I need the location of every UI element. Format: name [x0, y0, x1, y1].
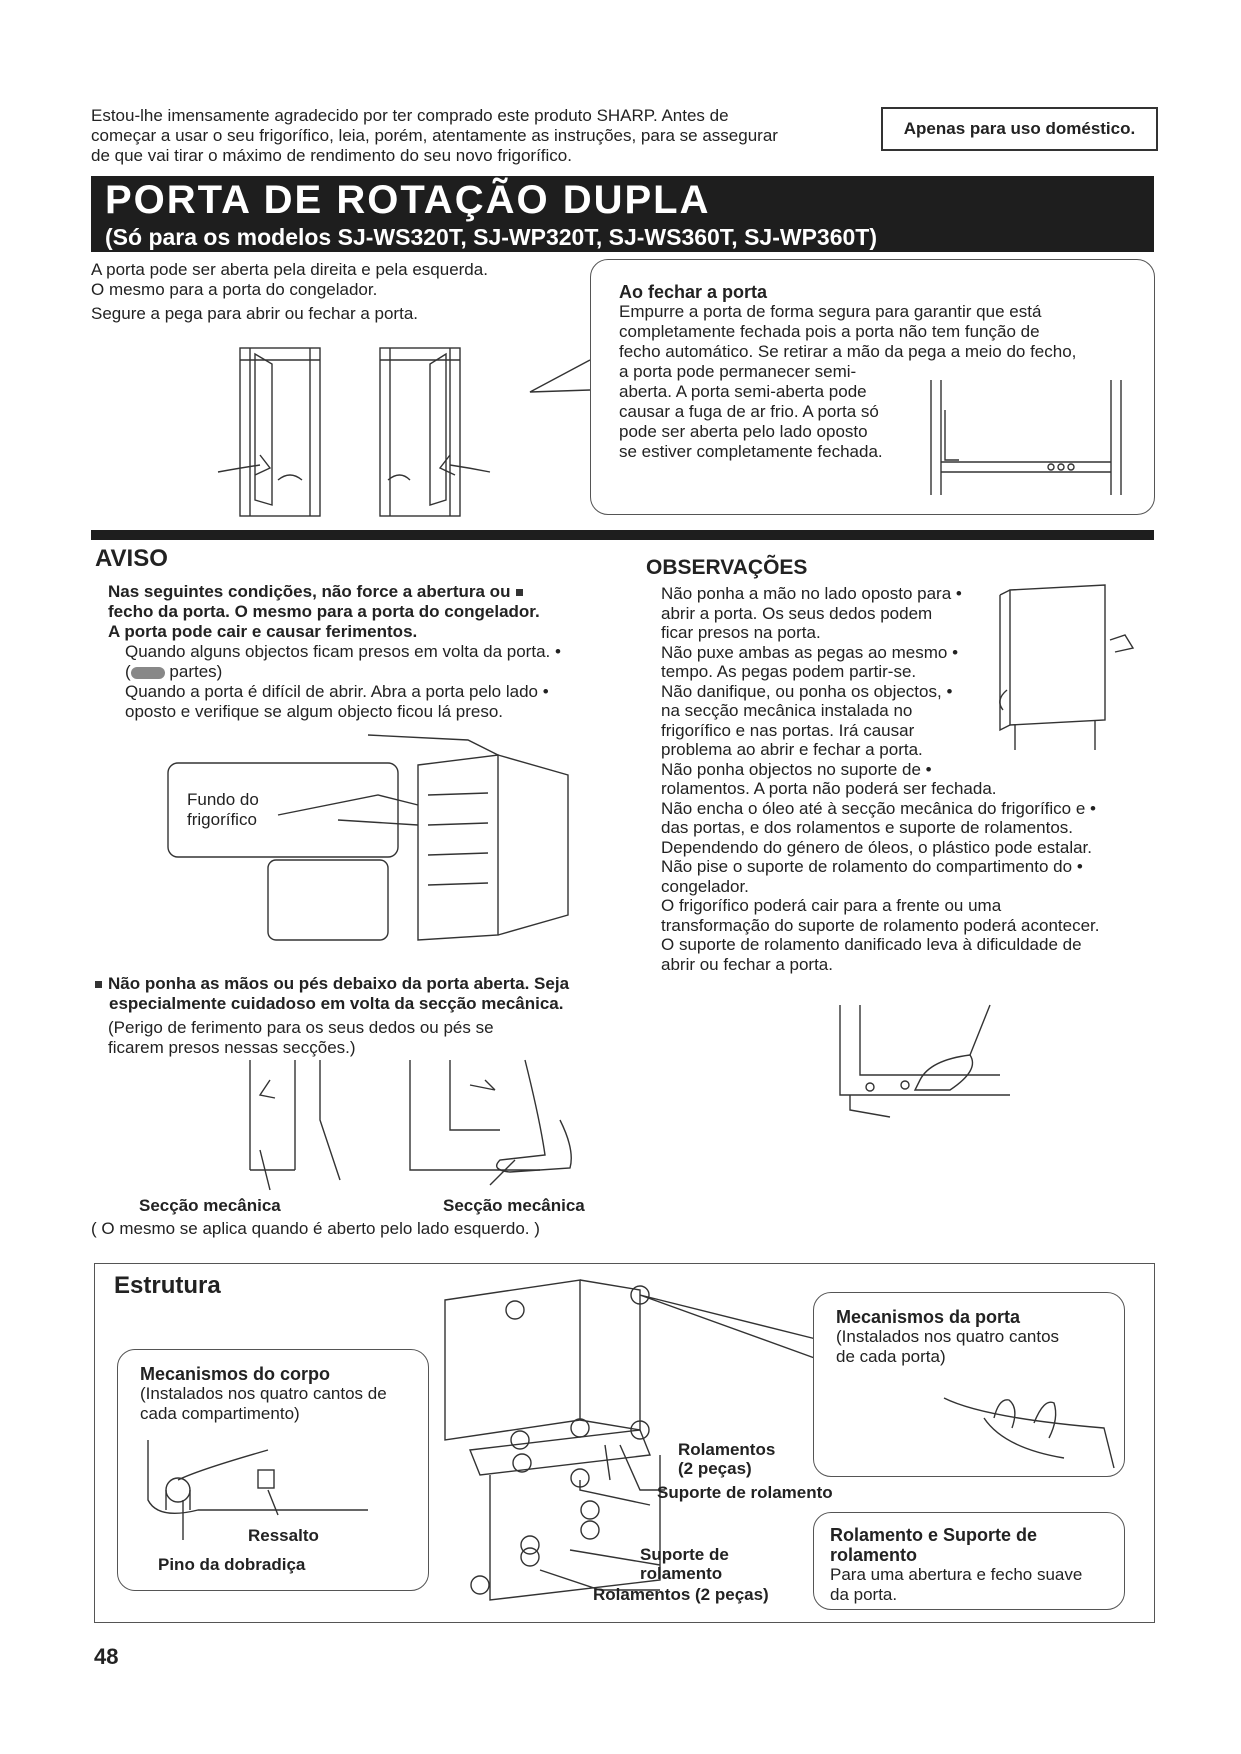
obs-line: Dependendo do género de óleos, o plástico pode estalar. — [661, 837, 1092, 857]
closing-title: Ao fechar a porta — [619, 282, 768, 302]
obs-line: ficar presos na porta. — [661, 623, 821, 642]
closing-line: aberta. A porta semi-aberta pode — [619, 382, 867, 401]
intro-line: de que vai tirar o máximo de rendimento do seu novo frigorífico. — [91, 146, 572, 165]
corpo-desc-line: (Instalados nos quatro cantos de — [140, 1384, 387, 1403]
highlight-swatch-icon — [131, 667, 165, 679]
obs-line: congelador. — [661, 876, 749, 896]
rs-desc-line: da porta. — [830, 1585, 898, 1604]
warning-square-icon — [516, 589, 523, 596]
closing-callout — [590, 259, 1155, 515]
suporte-bottom-line: Suporte de — [640, 1545, 729, 1564]
bullet-icon: • — [1090, 798, 1096, 818]
aviso-item: Quando alguns objectos ficam presos em volta da porta. — [125, 642, 551, 661]
fundo-label — [187, 790, 259, 830]
rolamentos-bottom-label: Rolamentos (2 peças) — [593, 1585, 769, 1604]
rolamentos-top-line: (2 peças) — [678, 1459, 752, 1478]
banner-subtitle: (Só para os modelos SJ-WS320T, SJ-WP320T, SJ-WS360T, SJ-WP360T) — [105, 224, 878, 250]
hand-on-door-illustration — [995, 580, 1135, 760]
open-fridge-illustration — [168, 725, 588, 965]
door-intro-line: A porta pode ser aberta pela direita e pela esquerda. — [91, 260, 488, 279]
rs-desc-line: Para uma abertura e fecho suave — [830, 1565, 1083, 1584]
bullet-icon: • — [554, 642, 561, 661]
bullet-icon: • — [925, 759, 932, 779]
obs-line: das portas, e dos rolamentos e suporte de rolamentos. — [661, 818, 1074, 837]
aviso-warn-line: fecho da porta. O mesmo para a porta do congelador. — [108, 602, 540, 621]
door-intro-line: Segure a pega para abrir ou fechar a porta. — [91, 304, 418, 323]
foot-on-bearing-illustration — [830, 1005, 1030, 1135]
rolamentos-top-line: Rolamentos — [678, 1440, 776, 1459]
intro-paragraph — [91, 106, 861, 166]
banner-title: PORTA DE ROTAÇÃO DUPLA — [105, 178, 711, 222]
obs-line: abrir ou fechar a porta. — [661, 954, 833, 974]
bullet-icon: • — [946, 681, 953, 701]
bullet-icon: • — [542, 682, 549, 701]
door-mechanism-illustration — [944, 1388, 1114, 1468]
mech-section-left: Secção mecânica — [139, 1196, 281, 1215]
corpo-callout — [117, 1349, 429, 1591]
aviso-item-parts: partes) — [169, 662, 223, 681]
aviso-item: oposto e verifique se algum objecto ficou lá preso. — [125, 702, 504, 721]
aviso-title: AVISO — [95, 545, 168, 572]
rolamento-suporte-callout — [813, 1512, 1125, 1610]
page-number: 48 — [94, 1644, 119, 1669]
closing-line: fecho automático. Se retirar a mão da pega a meio do fecho, — [619, 342, 1077, 361]
intro-line: começar a usar o seu frigorífico, leia, porém, atentamente as instruções, para se assegurar — [91, 126, 778, 145]
obs-line: frigorífico e nas portas. Irá causar — [661, 720, 915, 740]
hinge-pin-illustration — [138, 1440, 368, 1540]
aviso-warn2-line: especialmente cuidadoso em volta da secção mecânica. — [109, 994, 564, 1013]
closing-line: se estiver completamente fechada. — [619, 442, 883, 461]
corpo-desc-line: cada compartimento) — [140, 1404, 300, 1423]
home-use-badge: Apenas para uso doméstico. — [881, 107, 1158, 151]
door-intro — [91, 260, 611, 324]
obs-line: abrir a porta. Os seus dedos podem — [661, 603, 933, 623]
estrutura-title: Estrutura — [114, 1272, 221, 1299]
rs-title-line: Rolamento e Suporte de — [830, 1525, 1038, 1545]
obs-line: tempo. As pegas podem partir-se. — [661, 662, 917, 681]
same-left-note: ( O mesmo se aplica quando é aberto pelo lado esquerdo. ) — [91, 1219, 540, 1238]
obs-line: Não encha o óleo até à secção mecânica do frigorífico e — [661, 798, 1086, 818]
closing-line: causar a fuga de ar frio. A porta só — [619, 402, 879, 421]
aviso-note-line: (Perigo de ferimento para os seus dedos ou pés se — [108, 1018, 494, 1037]
bullet-icon: • — [952, 642, 959, 662]
door-opening-illustration — [210, 340, 540, 520]
fundo-label-line: frigorífico — [187, 810, 257, 829]
obs-line: O frigorífico poderá cair para a frente ou uma — [661, 896, 1002, 915]
aviso-warning-1 — [108, 582, 588, 642]
closing-line: Empurre a porta de forma segura para garantir que está — [619, 302, 1042, 321]
porta-title: Mecanismos da porta — [836, 1307, 1021, 1327]
pino-label: Pino da dobradiça — [158, 1555, 306, 1574]
foot-under-door-illustration — [240, 1060, 600, 1190]
ressalto-label: Ressalto — [248, 1526, 319, 1545]
observacoes-title: OBSERVAÇÕES — [646, 556, 808, 579]
porta-desc-line: (Instalados nos quatro cantos — [836, 1327, 1060, 1346]
obs-line: O suporte de rolamento danificado leva à dificuldade de — [661, 935, 1082, 954]
obs-line: transformação do suporte de rolamento poderá acontecer. — [661, 915, 1100, 935]
aviso-item: Quando a porta é difícil de abrir. Abra a porta pelo lado — [125, 682, 538, 701]
intro-line: Estou-lhe imensamente agradecido por ter comprado este produto SHARP. Antes de — [91, 106, 729, 125]
fundo-label-line: Fundo do — [187, 790, 259, 809]
closing-line: completamente fechada pois a porta não tem função de — [619, 322, 1040, 341]
section-banner — [91, 176, 1154, 252]
suporte-bottom-label — [640, 1545, 729, 1583]
obs-line: Não ponha a mão no lado oposto para — [661, 584, 952, 603]
suporte-top-label: Suporte de rolamento — [657, 1483, 833, 1502]
aviso-note-line: ficarem presos nessas secções.) — [108, 1038, 356, 1057]
obs-line: na secção mecânica instalada no — [661, 701, 913, 720]
aviso-items: Quando alguns objectos ficam presos em volta da porta. • ( partes) Quando a porta é difícil de abrir. Abra a porta pelo lado • oposto e verifique se algum objecto ficou lá preso. — [125, 642, 605, 722]
suporte-bottom-line: rolamento — [640, 1564, 723, 1583]
callout-pointer — [530, 360, 590, 400]
closing-line: a porta pode permanecer semi- — [619, 362, 857, 381]
aviso-warning-2 — [95, 974, 615, 1014]
porta-desc-line: de cada porta) — [836, 1347, 946, 1366]
mech-section-right: Secção mecânica — [443, 1196, 585, 1215]
door-intro-line: O mesmo para a porta do congelador. — [91, 280, 378, 299]
porta-callout — [813, 1292, 1125, 1477]
obs-line: Não pise o suporte de rolamento do compartimento do — [661, 857, 1073, 876]
closing-line: pode ser aberta pelo lado oposto — [619, 422, 868, 441]
obs-line: Não puxe ambas as pegas ao mesmo — [661, 642, 948, 662]
bullet-icon: • — [1076, 857, 1083, 876]
rs-title-line: rolamento — [830, 1545, 918, 1565]
section-divider — [91, 530, 1154, 540]
rolamentos-top-label — [678, 1440, 775, 1478]
obs-line: Não danifique, ou ponha os objectos, — [661, 681, 942, 701]
obs-line: Não ponha objectos no suporte de — [661, 759, 921, 779]
bullet-icon: • — [955, 584, 962, 603]
aviso-warn2-line: Não ponha as mãos ou pés debaixo da porta aberta. Seja — [108, 974, 570, 993]
aviso-warn-line: Nas seguintes condições, não force a abertura ou — [108, 582, 511, 601]
corpo-title: Mecanismos do corpo — [140, 1364, 331, 1384]
obs-line: problema ao abrir e fechar a porta. — [661, 740, 923, 759]
door-closing-illustration — [931, 380, 1131, 500]
aviso-warning-2-note — [108, 1018, 628, 1058]
warning-square-icon — [95, 981, 102, 988]
obs-line: rolamentos. A porta não poderá ser fechada. — [661, 779, 997, 798]
aviso-warn-line: A porta pode cair e causar ferimentos. — [108, 622, 418, 641]
